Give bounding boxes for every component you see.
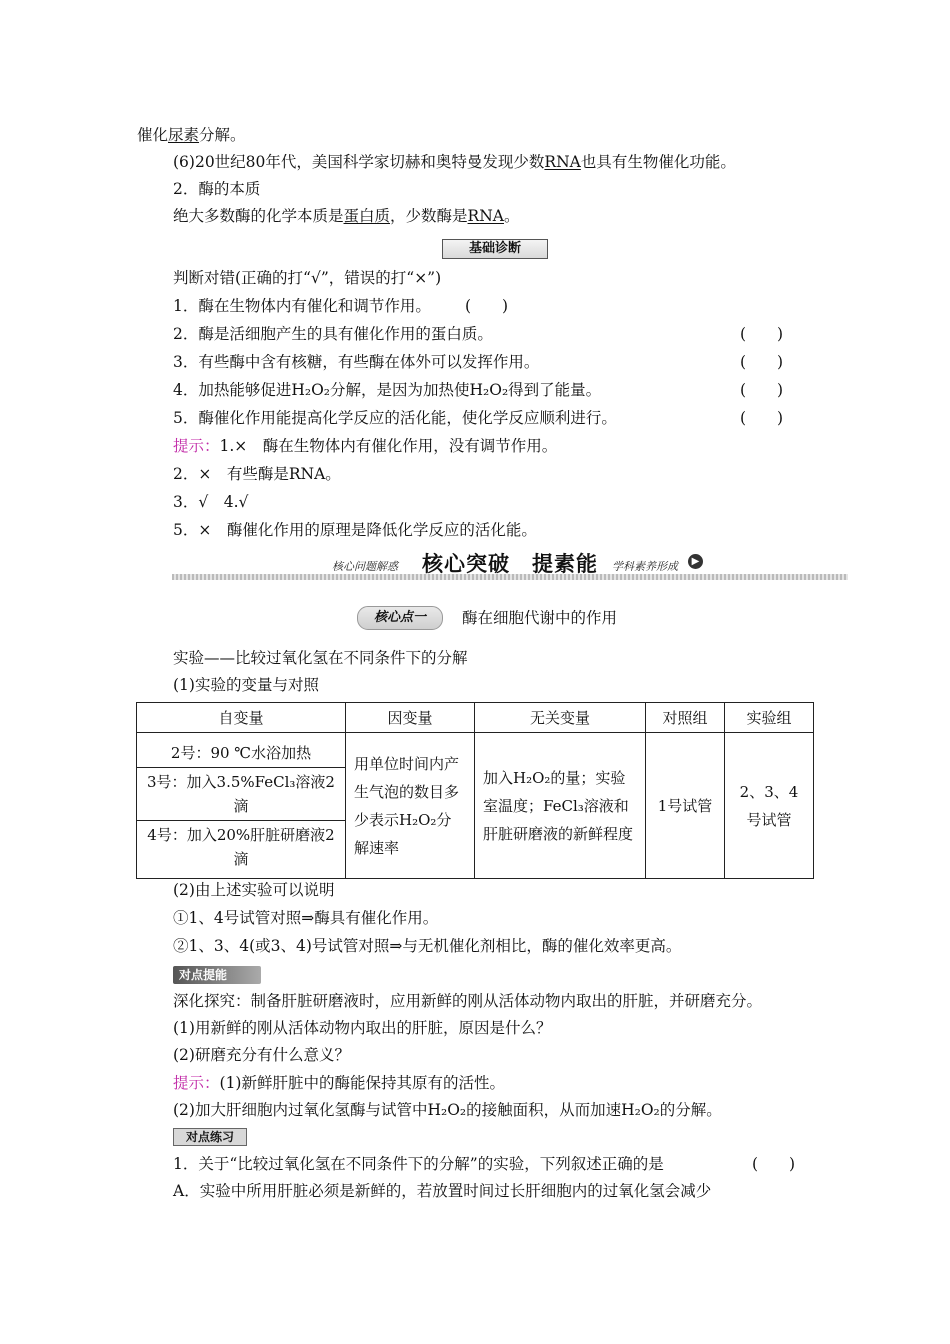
answer-parentheses: ( ) (740, 409, 784, 427)
tip-answer-2: (2)加大肝细胞内过氧化氢酶与试管中H₂O₂的接触面积，从而加速H₂O₂的分解。 (173, 1101, 722, 1119)
answer-line-1 (173, 436, 557, 456)
table-header: 因变量 (346, 703, 475, 733)
table-header: 对照组 (646, 703, 725, 733)
judge-item-1: 1．酶在生物体内有催化和调节作用。 (173, 297, 431, 315)
text: (6)20世纪80年代，美国科学家切赫和奥特曼发现少数 (173, 153, 545, 171)
core-breakthrough-banner (172, 548, 848, 582)
text: ，少数酶是 (390, 207, 468, 225)
key-point-badge: 核心点一 (357, 606, 443, 630)
tube-4: 4号：加入20%肝脏研磨液2滴 (147, 825, 335, 868)
judge-item-4: 4．加热能够促进H₂O₂分解，是因为加热使H₂O₂得到了能量。 (173, 381, 602, 399)
table-header-row (137, 703, 814, 733)
arrow-icon: ▶ (688, 554, 703, 569)
text: (1)新鲜肝脏中的酶能保持其原有的活性。 (219, 1074, 505, 1092)
answer-line-4: 5．× 酶催化作用的原理是降低化学反应的活化能。 (173, 521, 537, 539)
experiment-title: 实验——比较过氧化氢在不同条件下的分解 (173, 649, 468, 667)
banner-left-caption: 核心问题解惑 (332, 560, 398, 573)
tip-answer-1 (173, 1073, 505, 1093)
answer-blank: 尿素 (168, 126, 200, 144)
basic-diagnosis-badge: 基础诊断 (442, 239, 548, 259)
banner-title-1: 核心突破 (422, 552, 510, 576)
answer-blank: 蛋白质 (343, 207, 391, 225)
text: 催化 (137, 126, 169, 144)
option-a: A．实验中所用肝脏必须是新鲜的，若放置时间过长肝细胞内的过氧化氢会减少 (173, 1182, 712, 1200)
independent-variable-cell (137, 733, 346, 879)
answer-blank: RNA (544, 153, 581, 171)
conclusion-2: ②1、3、4(或3、4)号试管对照⇒与无机催化剂相比，酶的催化效率更高。 (173, 937, 682, 955)
banner-title-2: 提素能 (532, 552, 598, 576)
dependent-variable-cell: 用单位时间内产生气泡的数目多少表示H₂O₂分解速率 (346, 733, 475, 879)
control-group-cell: 1号试管 (646, 733, 725, 879)
answer-parentheses: ( ) (740, 325, 784, 343)
practice-tag: 对点练习 (173, 1128, 247, 1146)
answer-parentheses: ( ) (752, 1155, 796, 1173)
answer-blank: RNA (467, 207, 504, 225)
answer-parentheses: ( ) (740, 353, 784, 371)
subheading-conclusion: (2)由上述实验可以说明 (173, 881, 335, 899)
tip-label: 提示： (173, 437, 220, 455)
tip-label: 提示： (173, 1074, 220, 1092)
answer-line-3: 3．√ 4.√ (173, 493, 249, 511)
answer-parentheses: ( ) (740, 381, 784, 399)
judge-item-5: 5．酶催化作用能提高化学反应的活化能，使化学反应顺利进行。 (173, 409, 617, 427)
text: 。 (503, 207, 520, 225)
table-header: 实验组 (725, 703, 814, 733)
banner-right-caption: 学科素养形成 (612, 560, 678, 573)
table-header: 无关变量 (475, 703, 646, 733)
text: 绝大多数酶的化学本质是 (173, 207, 344, 225)
experimental-group-cell: 2、3、4号试管 (725, 733, 814, 879)
text: 也具有生物催化功能。 (580, 153, 736, 171)
judge-item-2: 2．酶是活细胞产生的具有催化作用的蛋白质。 (173, 325, 493, 343)
deep-inquiry: 深化探究：制备肝脏研磨液时，应用新鲜的刚从活体动物内取出的肝脏，并研磨充分。 (173, 992, 763, 1010)
intro-line-2 (173, 152, 736, 172)
irrelevant-variable-cell: 加入H₂O₂的量；实验室温度；FeCl₃溶液和肝脏研磨液的新鲜程度 (475, 733, 646, 879)
key-point-title: 酶在细胞代谢中的作用 (462, 609, 618, 627)
tube-3: 3号：加入3.5%FeCl₃溶液2滴 (137, 768, 345, 821)
text: 分解。 (199, 126, 246, 144)
intro-line-1 (137, 125, 246, 145)
answer-line-2: 2．× 有些酶是RNA。 (173, 465, 341, 483)
ability-tag: 对点提能 (173, 966, 261, 984)
answer-parentheses: ( ) (465, 297, 509, 315)
subheading-variables: (1)实验的变量与对照 (173, 676, 319, 694)
tube-2: 2号：90 ℃水浴加热 (137, 739, 345, 768)
table-header: 自变量 (137, 703, 346, 733)
section-heading: 2．酶的本质 (173, 180, 261, 198)
experiment-table (136, 702, 814, 879)
judge-item-3: 3．有些酶中含有核糖，有些酶在体外可以发挥作用。 (173, 353, 540, 371)
question-1: (1)用新鲜的刚从活体动物内取出的肝脏，原因是什么？ (173, 1019, 552, 1037)
practice-question-1: 1．关于“比较过氧化氢在不同条件下的分解”的实验，下列叙述正确的是 (173, 1155, 664, 1173)
question-2: (2)研磨充分有什么意义？ (173, 1046, 350, 1064)
table-row (137, 733, 814, 879)
diagnosis-instruction: 判断对错(正确的打“√”，错误的打“×”) (173, 269, 442, 287)
text: 1.× 酶在生物体内有催化作用，没有调节作用。 (219, 437, 558, 455)
banner-stripe (172, 574, 848, 580)
conclusion-1: ①1、4号试管对照⇒酶具有催化作用。 (173, 909, 439, 927)
intro-line-4 (173, 206, 520, 226)
